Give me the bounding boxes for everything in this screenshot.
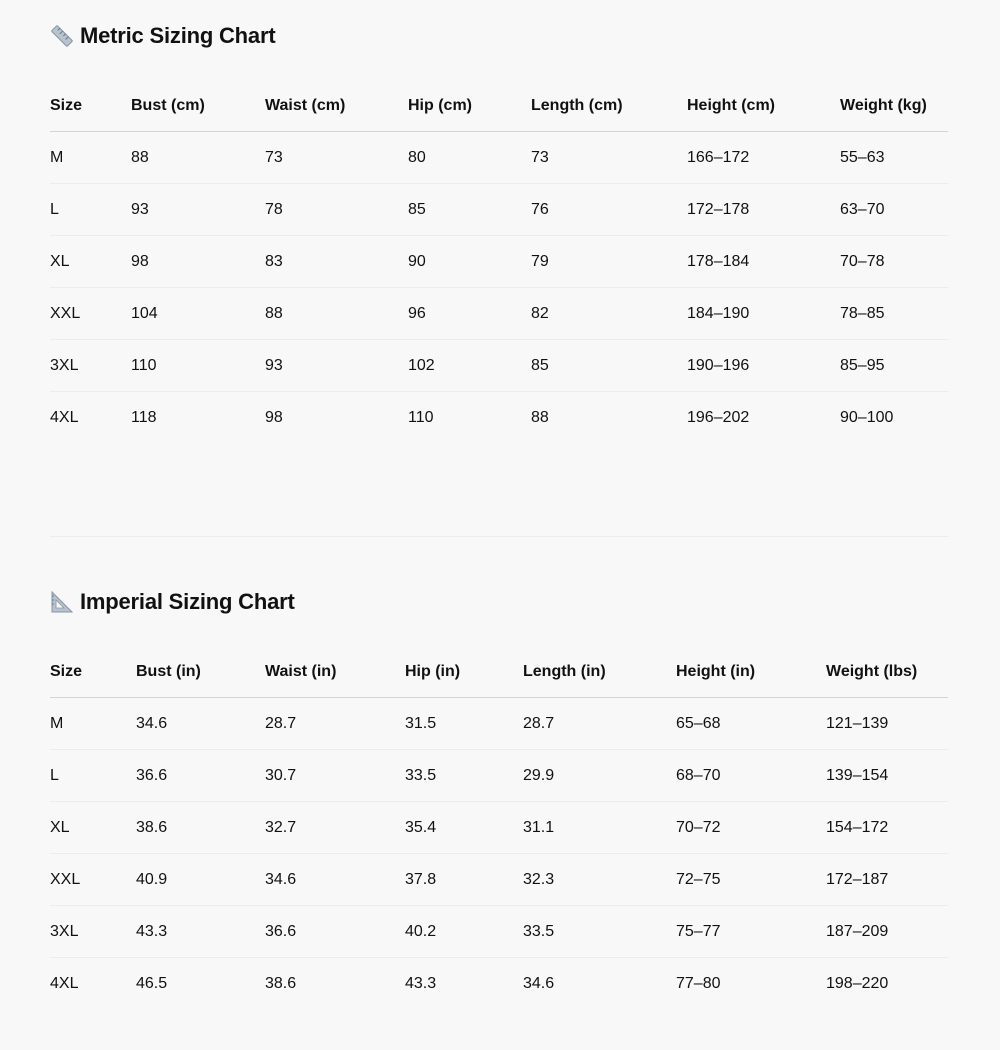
imperial-header-row	[50, 647, 948, 698]
table-row	[50, 288, 948, 340]
cell-length: 85	[531, 340, 687, 392]
cell-size: XL	[50, 236, 131, 288]
cell-weight: 172–187	[826, 854, 948, 906]
cell-bust: 46.5	[136, 974, 168, 992]
cell-waist: 73	[265, 132, 408, 184]
cell-waist: 93	[265, 340, 408, 392]
imperial-table	[50, 647, 948, 1009]
cell-weight: 187–209	[826, 906, 948, 958]
col-header-height: Height (cm)	[687, 81, 840, 132]
cell-length: 34.6	[523, 974, 555, 992]
cell-weight: 198–220	[826, 974, 889, 992]
cell-height: 70–72	[676, 802, 826, 854]
metric-header-row	[50, 81, 948, 132]
cell-waist: 32.7	[265, 802, 405, 854]
cell-bust: 88	[131, 132, 265, 184]
col-header-size: Size	[50, 647, 136, 698]
metric-table	[50, 81, 948, 443]
cell-height: 178–184	[687, 236, 840, 288]
table-row	[50, 698, 948, 750]
cell-bust: 104	[131, 288, 265, 340]
table-row	[50, 392, 948, 444]
table-row	[50, 802, 948, 854]
cell-size: XL	[50, 802, 136, 854]
col-header-bust: Bust (cm)	[131, 81, 265, 132]
col-header-weight: Weight (lbs)	[826, 647, 948, 698]
cell-size: 3XL	[50, 340, 131, 392]
cell-length: 28.7	[523, 698, 676, 750]
cell-weight: 154–172	[826, 802, 948, 854]
cell-bust: 43.3	[136, 906, 265, 958]
cell-length: 73	[531, 132, 687, 184]
cell-hip: 90	[408, 236, 531, 288]
cell-bust: 118	[131, 408, 157, 426]
cell-height: 65–68	[676, 698, 826, 750]
cell-hip: 85	[408, 184, 531, 236]
col-header-height: Height (in)	[676, 647, 826, 698]
cell-waist: 38.6	[265, 974, 297, 992]
col-header-hip: Hip (in)	[405, 647, 523, 698]
cell-bust: 93	[131, 184, 265, 236]
triangular-ruler-icon	[50, 590, 74, 614]
metric-section-title	[50, 21, 275, 51]
cell-waist: 88	[265, 288, 408, 340]
cell-height: 166–172	[687, 132, 840, 184]
cell-height: 190–196	[687, 340, 840, 392]
cell-weight: 55–63	[840, 132, 948, 184]
cell-weight: 78–85	[840, 288, 948, 340]
table-row	[50, 236, 948, 288]
cell-size: 4XL	[50, 974, 79, 992]
col-header-length: Length (in)	[523, 647, 676, 698]
col-header-size: Size	[50, 81, 131, 132]
cell-hip: 80	[408, 132, 531, 184]
cell-waist: 36.6	[265, 906, 405, 958]
cell-hip: 35.4	[405, 802, 523, 854]
cell-weight: 70–78	[840, 236, 948, 288]
cell-weight: 85–95	[840, 340, 948, 392]
cell-size: M	[50, 132, 131, 184]
table-row	[50, 906, 948, 958]
cell-length: 79	[531, 236, 687, 288]
cell-size: L	[50, 750, 136, 802]
col-header-length: Length (cm)	[531, 81, 687, 132]
cell-length: 29.9	[523, 750, 676, 802]
cell-weight: 121–139	[826, 698, 948, 750]
cell-height: 77–80	[676, 974, 721, 992]
cell-bust: 98	[131, 236, 265, 288]
cell-hip: 102	[408, 340, 531, 392]
col-header-weight: Weight (kg)	[840, 81, 948, 132]
imperial-section-title	[50, 587, 295, 617]
cell-size: M	[50, 698, 136, 750]
col-header-bust: Bust (in)	[136, 647, 265, 698]
cell-hip: 96	[408, 288, 531, 340]
table-row	[50, 132, 948, 184]
cell-height: 184–190	[687, 288, 840, 340]
cell-size: L	[50, 184, 131, 236]
cell-size: 4XL	[50, 408, 79, 426]
cell-hip: 40.2	[405, 906, 523, 958]
cell-bust: 110	[131, 340, 265, 392]
cell-waist: 30.7	[265, 750, 405, 802]
table-row	[50, 854, 948, 906]
cell-waist: 98	[265, 408, 283, 426]
cell-weight: 90–100	[840, 408, 894, 426]
cell-length: 32.3	[523, 854, 676, 906]
cell-weight: 139–154	[826, 750, 948, 802]
cell-hip: 43.3	[405, 974, 437, 992]
section-divider	[50, 536, 948, 537]
table-row	[50, 340, 948, 392]
cell-height: 72–75	[676, 854, 826, 906]
cell-bust: 40.9	[136, 854, 265, 906]
cell-height: 172–178	[687, 184, 840, 236]
cell-bust: 34.6	[136, 698, 265, 750]
cell-length: 82	[531, 288, 687, 340]
cell-length: 76	[531, 184, 687, 236]
col-header-waist: Waist (in)	[265, 647, 405, 698]
col-header-waist: Waist (cm)	[265, 81, 408, 132]
cell-waist: 78	[265, 184, 408, 236]
metric-title-text: Metric Sizing Chart	[80, 23, 276, 48]
cell-bust: 36.6	[136, 750, 265, 802]
cell-height: 68–70	[676, 750, 826, 802]
cell-hip: 110	[408, 408, 434, 426]
cell-size: XXL	[50, 288, 131, 340]
cell-size: XXL	[50, 854, 136, 906]
table-row	[50, 958, 948, 1010]
cell-hip: 31.5	[405, 698, 523, 750]
cell-waist: 28.7	[265, 698, 405, 750]
col-header-hip: Hip (cm)	[408, 81, 531, 132]
cell-waist: 83	[265, 236, 408, 288]
cell-length: 31.1	[523, 802, 676, 854]
table-row	[50, 184, 948, 236]
cell-height: 196–202	[687, 408, 750, 426]
cell-height: 75–77	[676, 906, 826, 958]
cell-bust: 38.6	[136, 802, 265, 854]
cell-size: 3XL	[50, 906, 136, 958]
cell-weight: 63–70	[840, 184, 948, 236]
ruler-icon	[50, 24, 74, 48]
cell-waist: 34.6	[265, 854, 405, 906]
cell-hip: 37.8	[405, 854, 523, 906]
imperial-title-text: Imperial Sizing Chart	[80, 589, 295, 614]
cell-length: 33.5	[523, 906, 676, 958]
cell-length: 88	[531, 408, 549, 426]
table-row	[50, 750, 948, 802]
cell-hip: 33.5	[405, 750, 523, 802]
